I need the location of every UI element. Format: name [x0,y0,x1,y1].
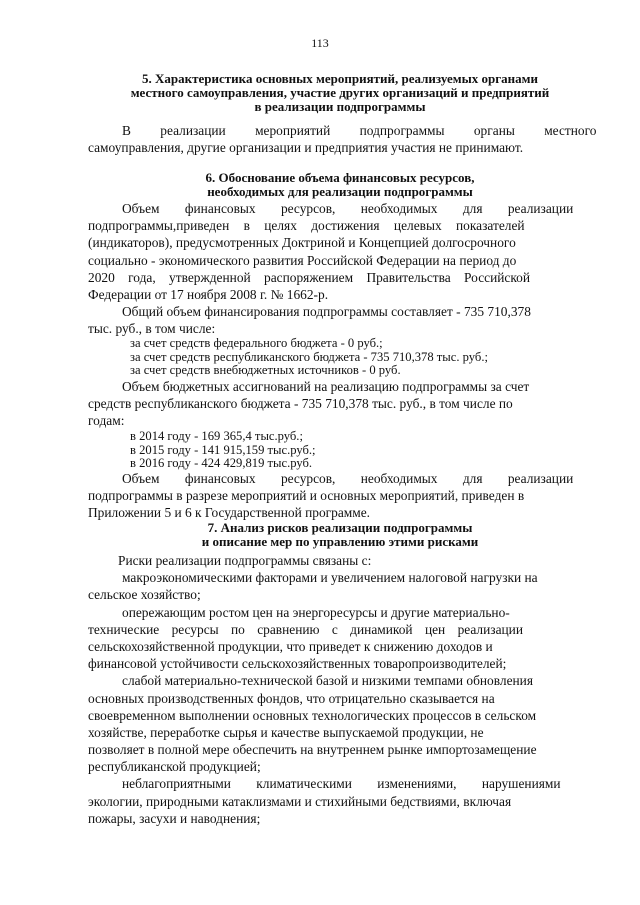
funding-sources-list [88,337,598,378]
text-line: Общий объем финансирования подпрограммы составляет - 735 710,378 [122,304,531,320]
heading-line: 7. Анализ рисков реализации подпрограммы [207,520,473,535]
text-line: экологии, природными катаклизмами и стихийными бедствиями, включая [88,793,512,809]
text-line: В реализации мероприятий подпрограммы органы местного [122,123,597,138]
text-line: 2020 года, утвержденной распоряжением Правительства Российской [88,269,531,285]
text-line: тыс. руб., в том числе: [88,321,216,337]
section-6-paragraph-1 [88,200,598,338]
text-line: (индикаторов), предусмотренных Доктриной и Концепцией долгосрочного [88,235,516,251]
heading-line: в реализации подпрограммы [254,99,426,114]
text-line: неблагоприятными климатическими изменениями, нарушениями [122,776,561,792]
text-line: социально - экономического развития Российской Федерации на период до [88,252,517,268]
text-line: основных производственных фондов, что отрицательно сказывается на [88,690,495,706]
funding-source: за счет средств федерального бюджета - 0 руб.; [130,336,383,350]
heading-line: 5. Характеристика основных мероприятий, реализуемых органами [142,71,538,86]
section-6-heading [80,171,600,199]
section-6-paragraph-4 [88,470,598,522]
text-line: сельскохозяйственной продукции, что приведет к снижению доходов и [88,638,493,654]
text-line: средств республиканского бюджета - 735 710,378 тыс. руб., в том числе по [88,396,513,412]
section-5-paragraph [88,122,598,156]
page-number: 113 [311,36,329,50]
text-line: Объем бюджетных ассигнований на реализацию подпрограммы за счет [122,379,530,394]
text-line: технические ресурсы по сравнению с динамикой цен реализации [88,621,524,637]
section-5-heading [80,72,600,114]
heading-line: необходимых для реализации подпрограммы [207,184,473,199]
section-7-heading [80,521,600,549]
text-line: республиканской продукцией; [88,759,261,775]
text-line: финансовой устойчивости сельскохозяйственных товаропроизводителей; [88,656,507,672]
text-line: опережающим ростом цен на энергоресурсы и другие материально- [122,604,510,620]
funding-source: за счет средств республиканского бюджета - 735 710,378 тыс. руб.; [130,349,488,364]
heading-line: и описание мер по управлению этими рисками [201,534,479,549]
text-line: сельское хозяйство; [88,587,201,603]
text-line: Объем финансовых ресурсов, необходимых для реализации [122,471,574,486]
text-line: Объем финансовых ресурсов, необходимых для реализации [122,201,574,216]
text-line: Риски реализации подпрограммы связаны с: [118,553,372,568]
text-line: подпрограммы в разрезе мероприятий и основных мероприятий, приведен в [88,488,525,504]
text-line: слабой материально-технической базой и низкими темпами обновления [122,673,534,689]
heading-line: 6. Обоснование объема финансовых ресурсов, [205,170,475,185]
heading-line: местного самоуправления, участие других организаций и предприятий [130,85,550,100]
year-amount: в 2015 году - 141 915,159 тыс.руб.; [130,442,316,457]
text-line: пожары, засухи и наводнения; [88,810,261,826]
text-line: самоуправления, другие организации и предприятия участия не принимают. [88,140,524,156]
text-line: годам: [88,413,125,429]
text-line: Федерации от 17 ноября 2008 г. № 1662-р. [88,286,329,302]
text-line: Приложении 5 и 6 к Государственной программе. [88,505,371,521]
text-line: макроэкономическими факторами и увеличением налоговой нагрузки на [122,570,538,586]
text-line: хозяйстве, переработке сырья и качестве выпускаемой продукции, не [88,724,484,740]
section-7-body [88,552,598,827]
year-amount: в 2016 году - 424 429,819 тыс.руб. [130,456,313,470]
yearly-amounts-list [88,430,598,471]
funding-source: за счет средств внебюджетных источников - 0 руб. [130,363,401,377]
text-line: подпрограммы,приведен в целях достижения целевых показателей [88,218,525,234]
year-amount: в 2014 году - 169 365,4 тыс.руб.; [130,429,303,443]
text-line: своевременном выполнении основных технологических процессов в сельском [88,707,537,723]
section-6-paragraph-3 [88,378,598,430]
text-line: позволяет в полной мере обеспечить на внутреннем рынке импортозамещение [88,742,537,758]
